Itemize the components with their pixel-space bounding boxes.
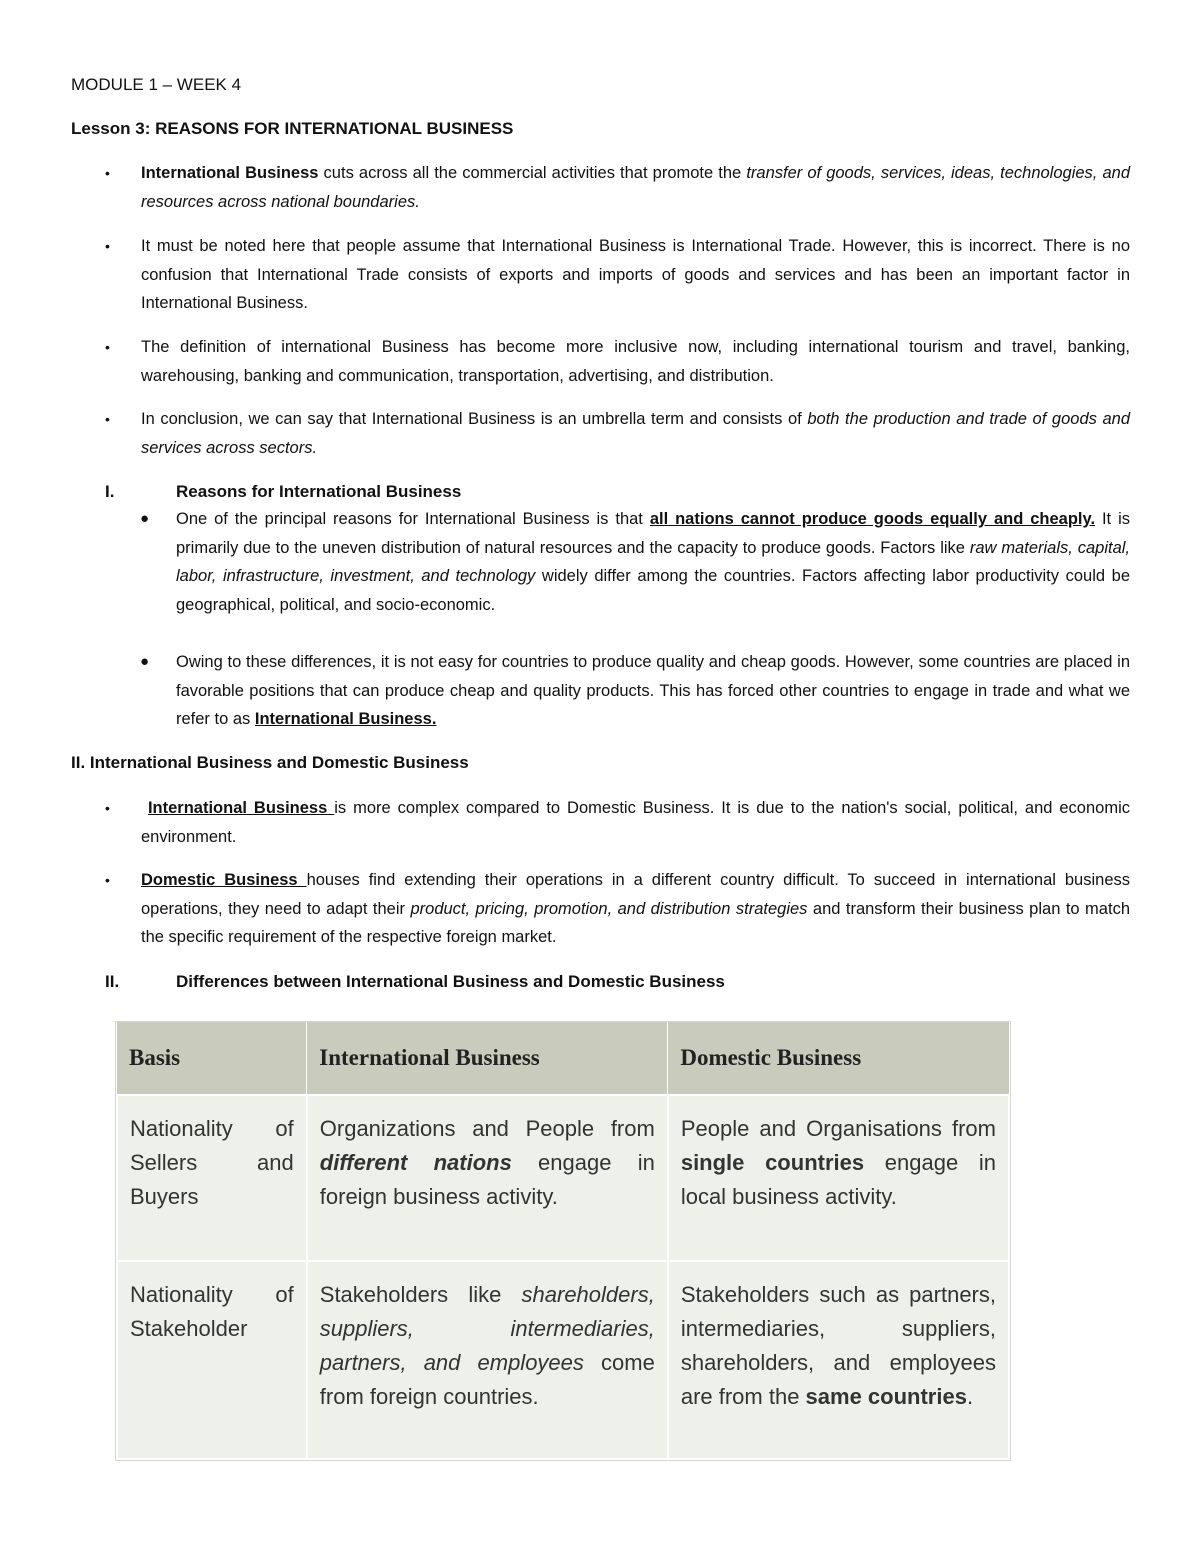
emphasis: International Business. <box>254 710 437 728</box>
section-2-point-2 <box>105 866 1130 952</box>
bullet-icon: • <box>105 238 110 254</box>
section-1-point-2 <box>140 648 1130 734</box>
bullet-icon: • <box>105 872 110 888</box>
section-3-number: II. <box>105 972 120 991</box>
table-row <box>117 1261 1009 1459</box>
section-2-point-1 <box>105 794 1130 851</box>
section-2-title: II. International Business and Domestic Business <box>71 753 469 772</box>
table-header-row <box>117 1022 1009 1095</box>
text: engage in local business activity. <box>680 1150 996 1209</box>
text: One of the principal reasons for International Business is that <box>176 510 650 528</box>
text: is more complex compared to Domestic Business. It is due to the nation's social, political, and economic environment. <box>141 799 1130 846</box>
bullet-icon: ● <box>140 653 150 670</box>
header-basis: Basis <box>117 1022 307 1095</box>
text: It must be noted here that people assume that International Business is International Trade. However, this is incorrect. There is no confusion that International Trade consists of exports and imports of goods and services and has been an important factor in International Business. <box>141 237 1130 312</box>
intro-bullet-4 <box>105 405 1130 462</box>
cell-domestic <box>668 1095 1009 1261</box>
section-1-point-1 <box>140 505 1130 619</box>
text: houses find extending their operations in a different country difficult. To succeed in international business operations, they need to adapt their <box>141 871 1131 918</box>
bullet-icon: • <box>105 800 110 816</box>
text: Organizations and People from <box>319 1116 655 1141</box>
emphasis: different nations <box>319 1150 512 1175</box>
section-1-title: Reasons for International Business <box>176 482 462 501</box>
text: come from foreign countries. <box>319 1350 655 1409</box>
text: engage in foreign business activity. <box>319 1150 655 1209</box>
comparison-table <box>116 1022 1010 1460</box>
header-international: International Business <box>307 1022 668 1095</box>
section-1-number: I. <box>105 482 115 501</box>
text: Owing to these differences, it is not easy for countries to produce quality and cheap goods. However, some countries are placed in favorable positions that can produce cheap and quality products. This has forced other countries to engage in trade and what we refer to as <box>176 653 1130 728</box>
text-italic: transfer of goods, services, ideas, technologies, and resources across national boundaries. <box>141 164 1130 211</box>
text-italic: raw materials, capital, labor, infrastructure, investment, and technology <box>176 538 1130 585</box>
bullet-icon: • <box>105 411 110 427</box>
emphasis: same countries <box>805 1384 967 1409</box>
intro-bullet-2 <box>105 232 1130 318</box>
emphasis: Domestic Business <box>141 871 307 889</box>
emphasis: single countries <box>680 1150 865 1175</box>
header-domestic: Domestic Business <box>668 1022 1009 1095</box>
text: The definition of international Business has become more inclusive now, including international tourism and travel, banking, warehousing, banking and communication, transportation, advertising, and distribution. <box>141 338 1130 385</box>
text: cuts across all the commercial activities that promote the <box>318 164 747 182</box>
text: In conclusion, we can say that International Business is an umbrella term and consists of <box>141 410 808 428</box>
text: . <box>966 1384 974 1409</box>
module-title: MODULE 1 – WEEK 4 <box>71 75 242 94</box>
text-italic: product, pricing, promotion, and distribution strategies <box>410 899 808 918</box>
text: Stakeholders like <box>319 1282 522 1307</box>
text: People and Organisations from <box>680 1116 996 1141</box>
cell-international <box>307 1095 668 1261</box>
cell-domestic <box>668 1261 1009 1459</box>
text: widely differ among the countries. Factors affecting labor productivity could be geographical, political, and socio-economic. <box>176 567 1130 614</box>
text: It is primarily due to the uneven distribution of natural resources and the capacity to produce goods. Factors like <box>176 510 1130 557</box>
bullet-icon: • <box>105 339 110 355</box>
text: Stakeholders such as partners, intermediaries, suppliers, shareholders, and employees are from the <box>680 1282 996 1409</box>
lesson-title: Lesson 3: REASONS FOR INTERNATIONAL BUSINESS <box>71 119 514 138</box>
bullet-icon: • <box>105 165 110 181</box>
emphasis: International Business <box>147 799 335 817</box>
text-italic: shareholders, suppliers, intermediaries, partners, and employees <box>319 1282 655 1375</box>
term-bold: International Business <box>141 164 319 182</box>
cell-international <box>307 1261 668 1459</box>
bullet-icon: ● <box>140 510 150 527</box>
emphasis: all nations cannot produce goods equally and cheaply. <box>649 510 1096 528</box>
text: and transform their business plan to match the specific requirement of the respective foreign market. <box>141 899 1130 946</box>
text-italic: both the production and trade of goods and services across sectors. <box>141 410 1130 457</box>
section-3-title: Differences between International Business and Domestic Business <box>176 972 725 991</box>
intro-bullet-1 <box>105 159 1130 216</box>
table-row <box>117 1095 1009 1261</box>
cell-basis: Nationality of Stakeholder <box>117 1261 307 1459</box>
intro-bullet-3 <box>105 333 1130 390</box>
cell-basis: Nationality of Sellers and Buyers <box>117 1095 307 1261</box>
